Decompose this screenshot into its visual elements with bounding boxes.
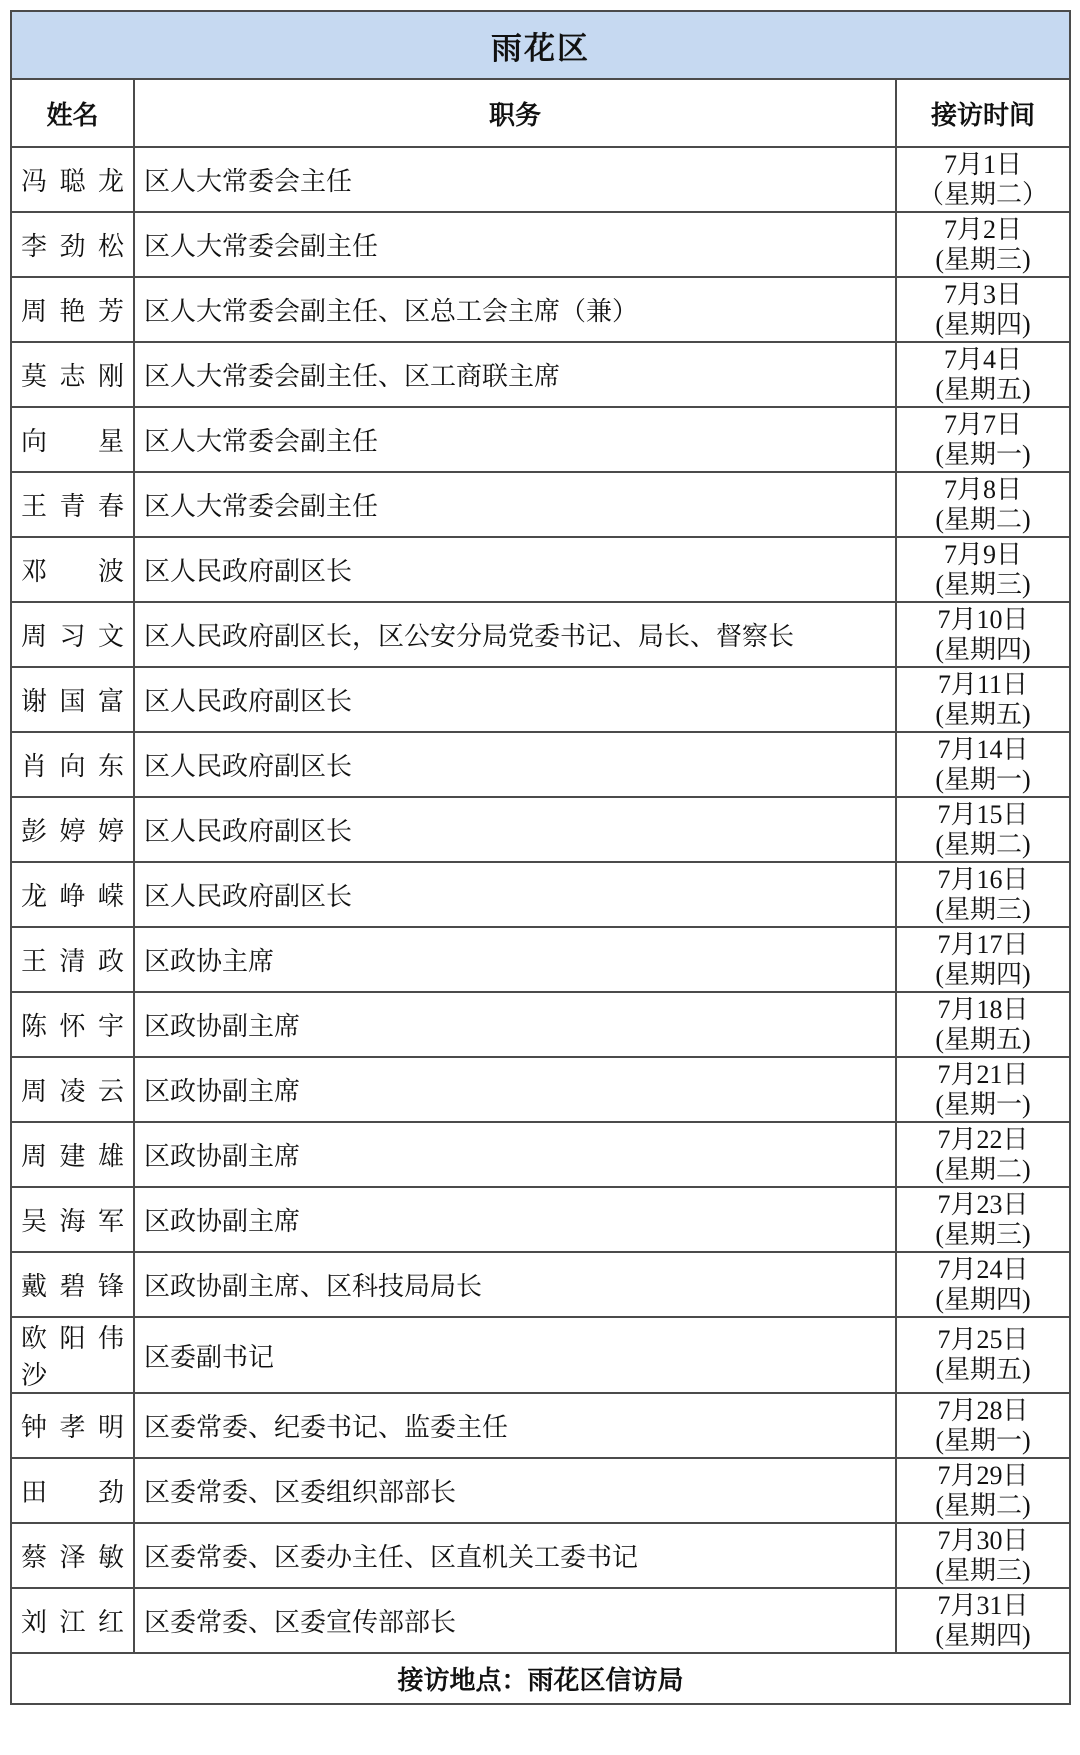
table-row (11, 537, 1070, 602)
official-name: 肖向东 (11, 732, 134, 797)
official-name: 吴海军 (11, 1187, 134, 1252)
table-row (11, 1588, 1070, 1653)
official-position: 区人大常委会副主任、区总工会主席（兼） (134, 277, 896, 342)
table-row (11, 992, 1070, 1057)
official-name: 周凌云 (11, 1057, 134, 1122)
visit-weekday: (星期三) (935, 244, 1031, 274)
visit-date-cell (896, 407, 1070, 472)
column-header-name: 姓名 (11, 79, 134, 147)
visit-weekday: (星期一) (935, 1425, 1031, 1455)
visit-date-cell (896, 667, 1070, 732)
official-name: 向 星 (11, 407, 134, 472)
visit-date: 7月18日 (937, 994, 1029, 1024)
visit-date-cell (896, 1393, 1070, 1458)
schedule-table (10, 10, 1071, 1705)
visit-date: 7月29日 (937, 1460, 1029, 1490)
official-position: 区政协副主席、区科技局局长 (134, 1252, 896, 1317)
visit-date: 7月25日 (937, 1325, 1029, 1354)
table-row (11, 602, 1070, 667)
visit-weekday: (星期一) (935, 1089, 1031, 1119)
visit-date-cell (896, 992, 1070, 1057)
official-position: 区政协副主席 (134, 1187, 896, 1252)
official-position: 区人民政府副区长 (134, 732, 896, 797)
official-name: 莫志刚 (11, 342, 134, 407)
table-row (11, 1252, 1070, 1317)
table-foot (11, 1653, 1070, 1704)
official-name: 谢国富 (11, 667, 134, 732)
official-position: 区委常委、区委宣传部部长 (134, 1588, 896, 1653)
official-position: 区政协主席 (134, 927, 896, 992)
official-name: 彭婷婷 (11, 797, 134, 862)
official-position: 区委副书记 (134, 1317, 896, 1393)
official-position: 区政协副主席 (134, 1057, 896, 1122)
visit-date-cell (896, 1458, 1070, 1523)
visit-date: 7月4日 (944, 344, 1023, 374)
visit-date-cell (896, 277, 1070, 342)
reception-location: 接访地点：雨花区信访局 (11, 1653, 1070, 1704)
table-row (11, 1458, 1070, 1523)
table-row (11, 667, 1070, 732)
visit-date-cell (896, 927, 1070, 992)
visit-date: 7月10日 (937, 604, 1029, 634)
visit-weekday: (星期四) (935, 959, 1031, 989)
visit-weekday: (星期四) (935, 634, 1031, 664)
visit-date-cell (896, 602, 1070, 667)
visit-date: 7月17日 (937, 929, 1029, 959)
visit-date-cell (896, 212, 1070, 277)
table-row (11, 927, 1070, 992)
visit-date-cell (896, 1588, 1070, 1653)
visit-weekday: (星期三) (935, 1555, 1031, 1585)
visit-weekday: (星期四) (935, 309, 1031, 339)
visit-date-cell (896, 797, 1070, 862)
column-header-time: 接访时间 (896, 79, 1070, 147)
column-header-position: 职务 (134, 79, 896, 147)
visit-date-cell (896, 537, 1070, 602)
column-header-row (11, 79, 1070, 147)
official-position: 区政协副主席 (134, 992, 896, 1057)
official-name: 欧阳伟沙 (11, 1317, 134, 1393)
visit-date: 7月9日 (944, 539, 1023, 569)
table-row (11, 797, 1070, 862)
official-position: 区委常委、纪委书记、监委主任 (134, 1393, 896, 1458)
official-name: 陈怀宇 (11, 992, 134, 1057)
official-position: 区人民政府副区长，区公安分局党委书记、局长、督察长 (134, 602, 896, 667)
visit-weekday: (星期三) (935, 1219, 1031, 1249)
official-position: 区委常委、区委办主任、区直机关工委书记 (134, 1523, 896, 1588)
table-row (11, 862, 1070, 927)
official-name: 龙峥嵘 (11, 862, 134, 927)
official-name: 王青春 (11, 472, 134, 537)
visit-weekday: (星期四) (935, 1284, 1031, 1314)
visit-date: 7月22日 (937, 1124, 1029, 1154)
visit-date: 7月3日 (944, 279, 1023, 309)
visit-weekday: (星期一) (935, 764, 1031, 794)
table-row (11, 472, 1070, 537)
visit-weekday: (星期三) (935, 894, 1031, 924)
official-name: 钟孝明 (11, 1393, 134, 1458)
official-name: 冯聪龙 (11, 147, 134, 212)
visit-date: 7月28日 (937, 1395, 1029, 1425)
official-position: 区人民政府副区长 (134, 862, 896, 927)
visit-weekday: (星期五) (935, 1024, 1031, 1054)
visit-date: 7月8日 (944, 474, 1023, 504)
official-name: 王清政 (11, 927, 134, 992)
table-row (11, 1523, 1070, 1588)
official-name: 李劲松 (11, 212, 134, 277)
table-row (11, 1122, 1070, 1187)
table-row (11, 1187, 1070, 1252)
visit-weekday: (星期二) (935, 1154, 1031, 1184)
visit-date: 7月1日 (944, 149, 1023, 179)
visit-date-cell (896, 862, 1070, 927)
official-name: 刘江红 (11, 1588, 134, 1653)
table-row (11, 277, 1070, 342)
visit-date: 7月21日 (937, 1059, 1029, 1089)
table-row (11, 1393, 1070, 1458)
official-position: 区委常委、区委组织部部长 (134, 1458, 896, 1523)
table-row (11, 1057, 1070, 1122)
footer-row (11, 1653, 1070, 1704)
visit-date: 7月14日 (937, 734, 1029, 764)
official-name: 周习文 (11, 602, 134, 667)
official-position: 区政协副主席 (134, 1122, 896, 1187)
visit-weekday: （星期二） (918, 179, 1049, 209)
visit-weekday: (星期五) (935, 1355, 1031, 1384)
visit-date-cell (896, 1187, 1070, 1252)
visit-date-cell (896, 342, 1070, 407)
visit-weekday: (星期二) (935, 504, 1031, 534)
table-head (11, 11, 1070, 147)
visit-date: 7月30日 (937, 1525, 1029, 1555)
table-title: 雨花区 (11, 11, 1070, 79)
official-position: 区人大常委会副主任 (134, 407, 896, 472)
visit-weekday: (星期五) (935, 699, 1031, 729)
visit-date: 7月7日 (944, 409, 1023, 439)
visit-date: 7月2日 (944, 214, 1023, 244)
official-name: 蔡泽敏 (11, 1523, 134, 1588)
official-position: 区人民政府副区长 (134, 797, 896, 862)
table-row (11, 407, 1070, 472)
visit-date: 7月16日 (937, 864, 1029, 894)
visit-date-cell (896, 732, 1070, 797)
visit-date-cell (896, 1523, 1070, 1588)
official-name: 周建雄 (11, 1122, 134, 1187)
visit-date: 7月31日 (937, 1590, 1029, 1620)
visit-date: 7月23日 (937, 1189, 1029, 1219)
visit-date-cell (896, 472, 1070, 537)
visit-weekday: (星期二) (935, 1490, 1031, 1520)
visit-date-cell (896, 1122, 1070, 1187)
table-row (11, 342, 1070, 407)
visit-weekday: (星期四) (935, 1620, 1031, 1650)
official-name: 邓 波 (11, 537, 134, 602)
visit-date: 7月15日 (937, 799, 1029, 829)
official-position: 区人大常委会副主任 (134, 212, 896, 277)
table-row (11, 147, 1070, 212)
visit-date-cell (896, 1252, 1070, 1317)
official-position: 区人民政府副区长 (134, 537, 896, 602)
title-row (11, 11, 1070, 79)
visit-weekday: (星期三) (935, 569, 1031, 599)
official-position: 区人大常委会副主任 (134, 472, 896, 537)
table-body (11, 147, 1070, 1653)
visit-date-cell (896, 147, 1070, 212)
official-position: 区人民政府副区长 (134, 667, 896, 732)
official-position: 区人大常委会主任 (134, 147, 896, 212)
official-name: 戴碧锋 (11, 1252, 134, 1317)
visit-date: 7月24日 (937, 1254, 1029, 1284)
table-row (11, 1317, 1070, 1393)
table-row (11, 732, 1070, 797)
visit-date-cell (896, 1057, 1070, 1122)
official-name: 周艳芳 (11, 277, 134, 342)
visit-date: 7月11日 (937, 669, 1029, 699)
official-position: 区人大常委会副主任、区工商联主席 (134, 342, 896, 407)
visit-weekday: (星期一) (935, 439, 1031, 469)
visit-weekday: (星期五) (935, 374, 1031, 404)
visit-weekday: (星期二) (935, 829, 1031, 859)
official-name: 田 劲 (11, 1458, 134, 1523)
visit-date-cell (896, 1317, 1070, 1393)
table-row (11, 212, 1070, 277)
